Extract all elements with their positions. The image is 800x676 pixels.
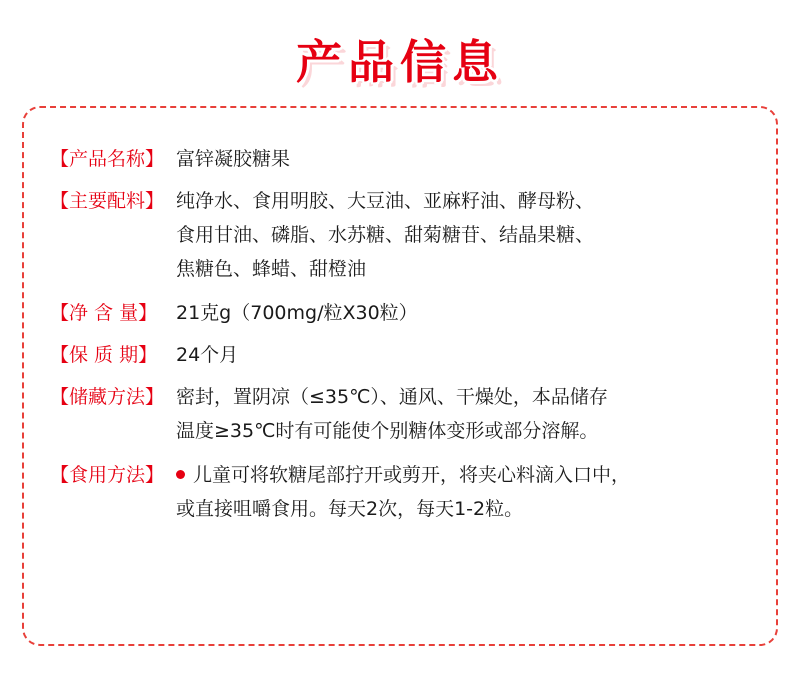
info-label: 【主要配料】 <box>50 190 165 212</box>
info-value-line: 纯净水、食用明胶、大豆油、亚麻籽油、酵母粉、 <box>176 190 595 212</box>
info-value <box>176 142 756 176</box>
info-label: 【食用方法】 <box>50 464 165 486</box>
info-row-storage <box>50 380 756 448</box>
info-row-net-content <box>50 296 756 330</box>
info-row-usage <box>50 458 756 526</box>
info-value-line: 温度≥35℃时有可能使个别糖体变形或部分溶解。 <box>176 420 599 442</box>
info-value <box>176 458 756 526</box>
info-label: 【产品名称】 <box>50 148 165 170</box>
info-value <box>176 296 756 330</box>
info-rows <box>50 142 756 536</box>
info-value-line: 密封，置阴凉（≤35℃）、通风、干燥处，本品储存 <box>176 386 608 408</box>
bullet-dot-icon <box>176 470 185 479</box>
info-value-line: 富锌凝胶糖果 <box>176 148 291 170</box>
info-label: 【储藏方法】 <box>50 386 165 408</box>
info-row-product-name <box>50 142 756 176</box>
info-row-shelf-life <box>50 338 756 372</box>
info-label: 【保 质 期】 <box>50 344 158 366</box>
info-value-line: 食用甘油、磷脂、水苏糖、甜菊糖苷、结晶果糖、 <box>176 224 595 246</box>
page-title: 产品信息 <box>296 35 504 89</box>
info-value-text: 儿童可将软糖尾部拧开或剪开，将夹心料滴入口中， <box>193 464 631 486</box>
info-value-line: 21克g（700mg/粒X30粒） <box>176 302 418 324</box>
info-value <box>176 184 756 286</box>
info-label: 【净 含 量】 <box>50 302 158 324</box>
info-row-ingredients <box>50 184 756 286</box>
page-title-wrap <box>0 26 800 92</box>
info-value-line: 焦糖色、蜂蜡、甜橙油 <box>176 258 367 280</box>
info-panel <box>22 106 778 646</box>
info-value-line: 24个月 <box>176 344 239 366</box>
info-value-line: 或直接咀嚼食用。每天2次，每天1-2粒。 <box>176 498 524 520</box>
info-value <box>176 338 756 372</box>
info-value-line-with-bullet <box>176 458 756 492</box>
info-value <box>176 380 756 448</box>
